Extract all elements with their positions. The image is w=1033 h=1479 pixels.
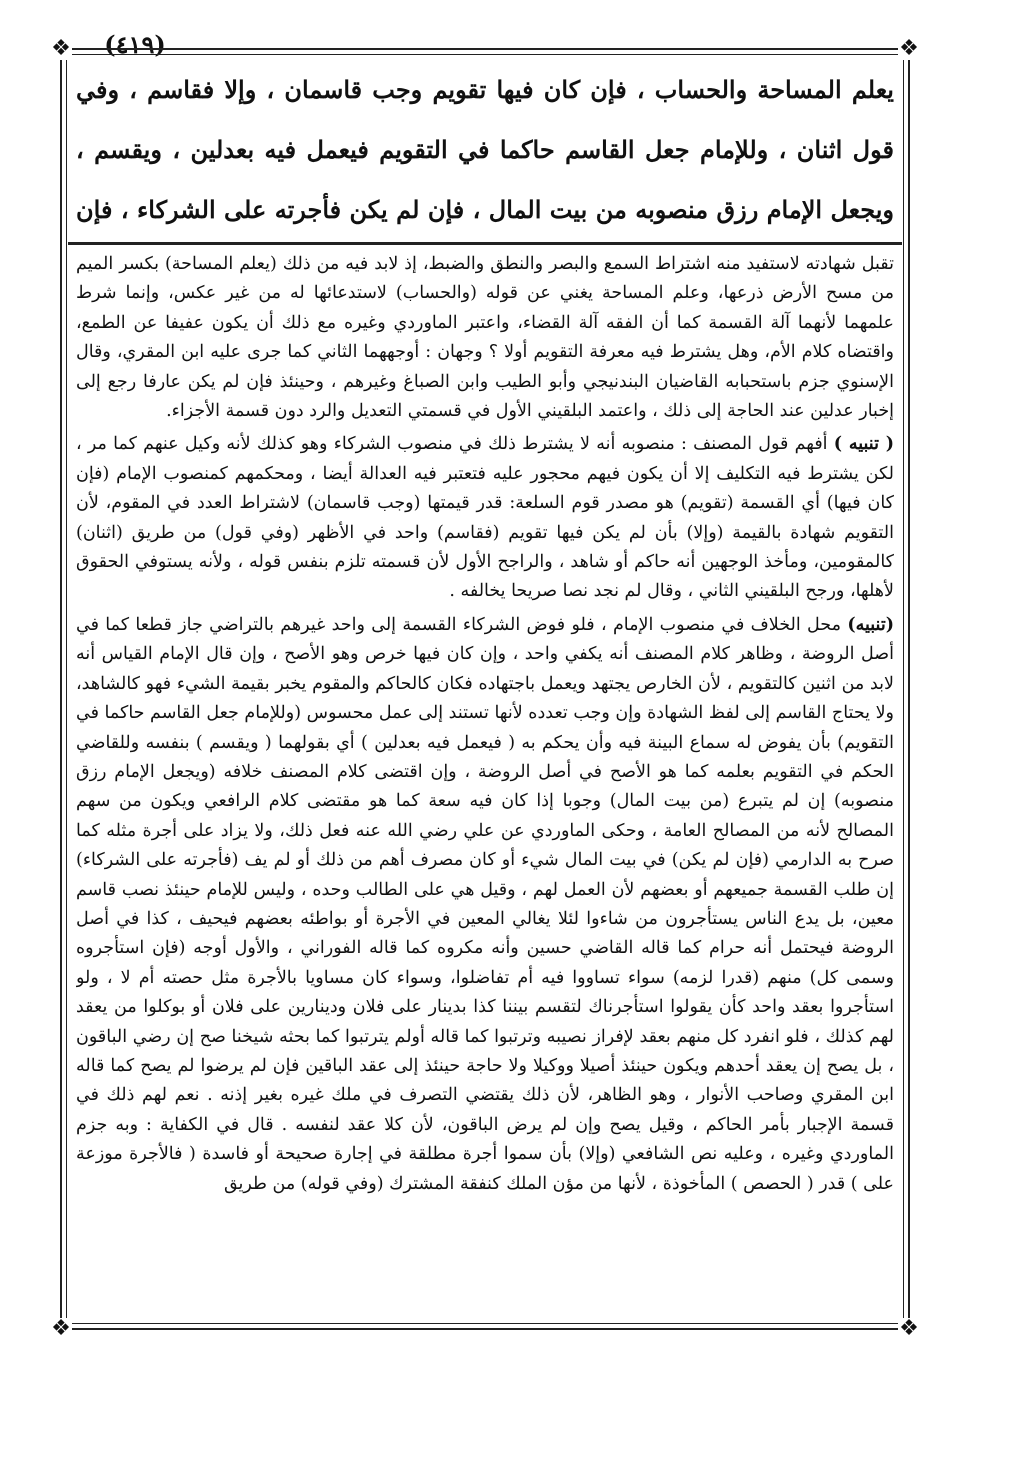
corner-ornament-icon: ❖ bbox=[51, 36, 71, 61]
paragraph-lead: ( تنبيه ) bbox=[833, 434, 894, 455]
paragraph-text: تقبل شهادته لاستفيد منه اشتراط السمع والبصر والنطق والضبط، إذ لابد فيه من ذلك (يعلم المساحة) بكسر الميم من مسح الأرض ذرعها، وعلم المساحة يغني عن قوله (والحساب) لاستدعائها له من غير عكس، وإنما شرط علمهما لأنهما آلة القسمة كما أن الفقه آلة القضاء، واعتبر الماوردي وغيره مع ذلك أن يكون عفيفا عن الطمع، واقتضاه كلام الأم، وهل يشترط فيه معرفة التقويم أولا ؟ وجهان : أوجههما الثاني كما جرى عليه ابن المقري، وقال الإسنوي جزم باستحبابه القاضيان البندنيجي وأبو الطيب وابن الصباغ وغيرهم ، وحينئذ فإن لم يكن عارفا رجع إلى إخبار عدلين عند الحاجة إلى ذلك ، واعتمد البلقيني الأول في قسمتي التعديل والرد دون قسمة الأجزاء. bbox=[76, 254, 894, 422]
page-number: (٤١٩) bbox=[104, 30, 166, 59]
paragraph-lead: (تنبيه) bbox=[847, 614, 894, 635]
section-divider bbox=[68, 242, 902, 245]
commentary-paragraph bbox=[76, 250, 894, 426]
paragraph-text: أفهم قول المصنف : منصوبه أنه لا يشترط ذلك في منصوب الشركاء وهو كذلك لأنه وكيل عنهم كما مر ، لكن يشترط فيه التكليف إلا أن يكون فيهم محجور عليه فتعتبر فيه العدالة أيضا ، ومحكمهم كمنصوب الإمام (فإن كان فيها) أي القسمة (تقويم) هو مصدر قوم السلعة: قدر قيمتها (وجب قاسمان) لاشتراط العدد في المقوم، لأن التقويم شهادة بالقيمة (وإلا) بأن لم يكن فيها تقويم (فقاسم) واحد في الأظهر (وفي قول) من طريق (اثنان) كالمقومين، ومأخذ الوجهين أنه حاكم أو شاهد ، والراجح الأول لأن قسمته تلزم بنفس قوله ، ولأنه يستوفي الحقوق لأهلها، ورجح البلقيني الثاني ، وقال لم نجد نصا صريحا يخالفه . bbox=[76, 434, 894, 602]
main-text: يعلم المساحة والحساب ، فإن كان فيها تقويم وجب قاسمان ، وإلا فقاسم ، وفي قول اثنان ، وللإمام جعل القاسم حاكما في التقويم فيعمل فيه بعدلين ، ويقسم ، ويجعل الإمام رزق منصوبه من بيت المال ، فإن لم يكن فأجرته على الشركاء ، فإن bbox=[76, 75, 894, 224]
commentary-paragraph bbox=[76, 611, 894, 1199]
corner-ornament-icon: ❖ bbox=[899, 36, 919, 61]
paragraph-text: محل الخلاف في منصوب الإمام ، فلو فوض الشركاء القسمة إلى واحد غيرهم بالتراضي جاز قطعا كما في أصل الروضة ، وظاهر كلام المصنف أنه يكفي واحد ، وإن كان فيها خرص وهو الأصح ، وإن قال الإمام القياس أنه لابد من اثنين كالتقويم ، لأن الخارص يجتهد ويعمل باجتهاده فكان كالحاكم والمقوم يخبر بقيمة الشيء فهو كالشاهد، ولا يحتاج القاسم إلى لفظ الشهادة وإن وجب تعدده لأنها تستند إلى عمل محسوس (وللإمام جعل القاسم حاكما في التقويم) بأن يفوض له سماع البينة فيه وأن يحكم به ( فيعمل فيه بعدلين ) أي بقولهما ( ويقسم ) بنفسه وللقاضي الحكم في التقويم بعلمه كما هو الأصح في أصل الروضة ، وإن اقتضى كلام المصنف خلافه (ويجعل الإمام رزق منصوبه) إن لم يتبرع (من بيت المال) وجوبا إذا كان فيه سعة كما هو مقتضى كلام الرافعي ويكون من سهم المصالح لأنه من المصالح العامة ، وحكى الماوردي عن علي رضي الله عنه فعل ذلك، ولا يزاد على أجرة مثله كما صرح به الدارمي (فإن لم يكن) في بيت المال شيء أو كان مصرف أهم من ذلك أو لم يف (فأجرته على الشركاء) إن طلب القسمة جميعهم أو بعضهم لأن العمل لهم ، وقيل هي على الطالب وحده ، وليس للإمام حينئذ نصب قاسم معين، بل يدع الناس يستأجرون من شاءوا لئلا يغالي المعين في الأجرة أو بواطئه بعضهم فيحيف ، كذا في أصل الروضة فيحتمل أنه حرام كما قاله القاضي حسين وأنه مكروه كما قاله الفوراني ، والأول أوجه (فإن استأجروه وسمى كل) منهم (قدرا لزمه) سواء تساووا فيه أم تفاضلوا، وسواء كان مساويا بالأجرة مثل حصته أم لا ، ولو استأجروا بعقد واحد كأن يقولوا استأجرناك لتقسم بيننا كذا بدينار على فلان ودينارين على فلان أو بوكلوا من يعقد لهم كذلك ، فلو انفرد كل منهم بعقد لإفراز نصيبه وترتبوا كما قاله أولم يترتبوا كما بحثه شيخنا صح إن رضي الباقون ، بل يصح إن يعقد أحدهم ويكون حينئذ أصيلا ووكيلا ولا حاجة حينئذ إلى عقد الباقين فإن لم يرضوا لم يصح كما قاله ابن المقري وصاحب الأنوار ، وهو الظاهر، لأن ذلك يقتضي التصرف في ملك غيره بغير إذنه . نعم لهم ذلك في قسمة الإجبار بأمر الحاكم ، وقيل يصح وإن لم يرض الباقون، لأن كلا عقد لنفسه . قال في الكفاية : وبه جزم الماوردي وغيره ، وعليه نص الشافعي (وإلا) بأن سموا أجرة مطلقة في إجارة صحيحة أو فاسدة ( فالأجرة موزعة على ) قدر ( الحصص ) المأخوذة ، لأنها من مؤن الملك كنفقة المشترك (وفي قوله) من طريق bbox=[76, 614, 894, 1194]
corner-ornament-icon: ❖ bbox=[51, 1316, 71, 1341]
corner-ornament-icon: ❖ bbox=[899, 1316, 919, 1341]
commentary-paragraph bbox=[76, 430, 894, 606]
commentary bbox=[76, 250, 894, 1314]
